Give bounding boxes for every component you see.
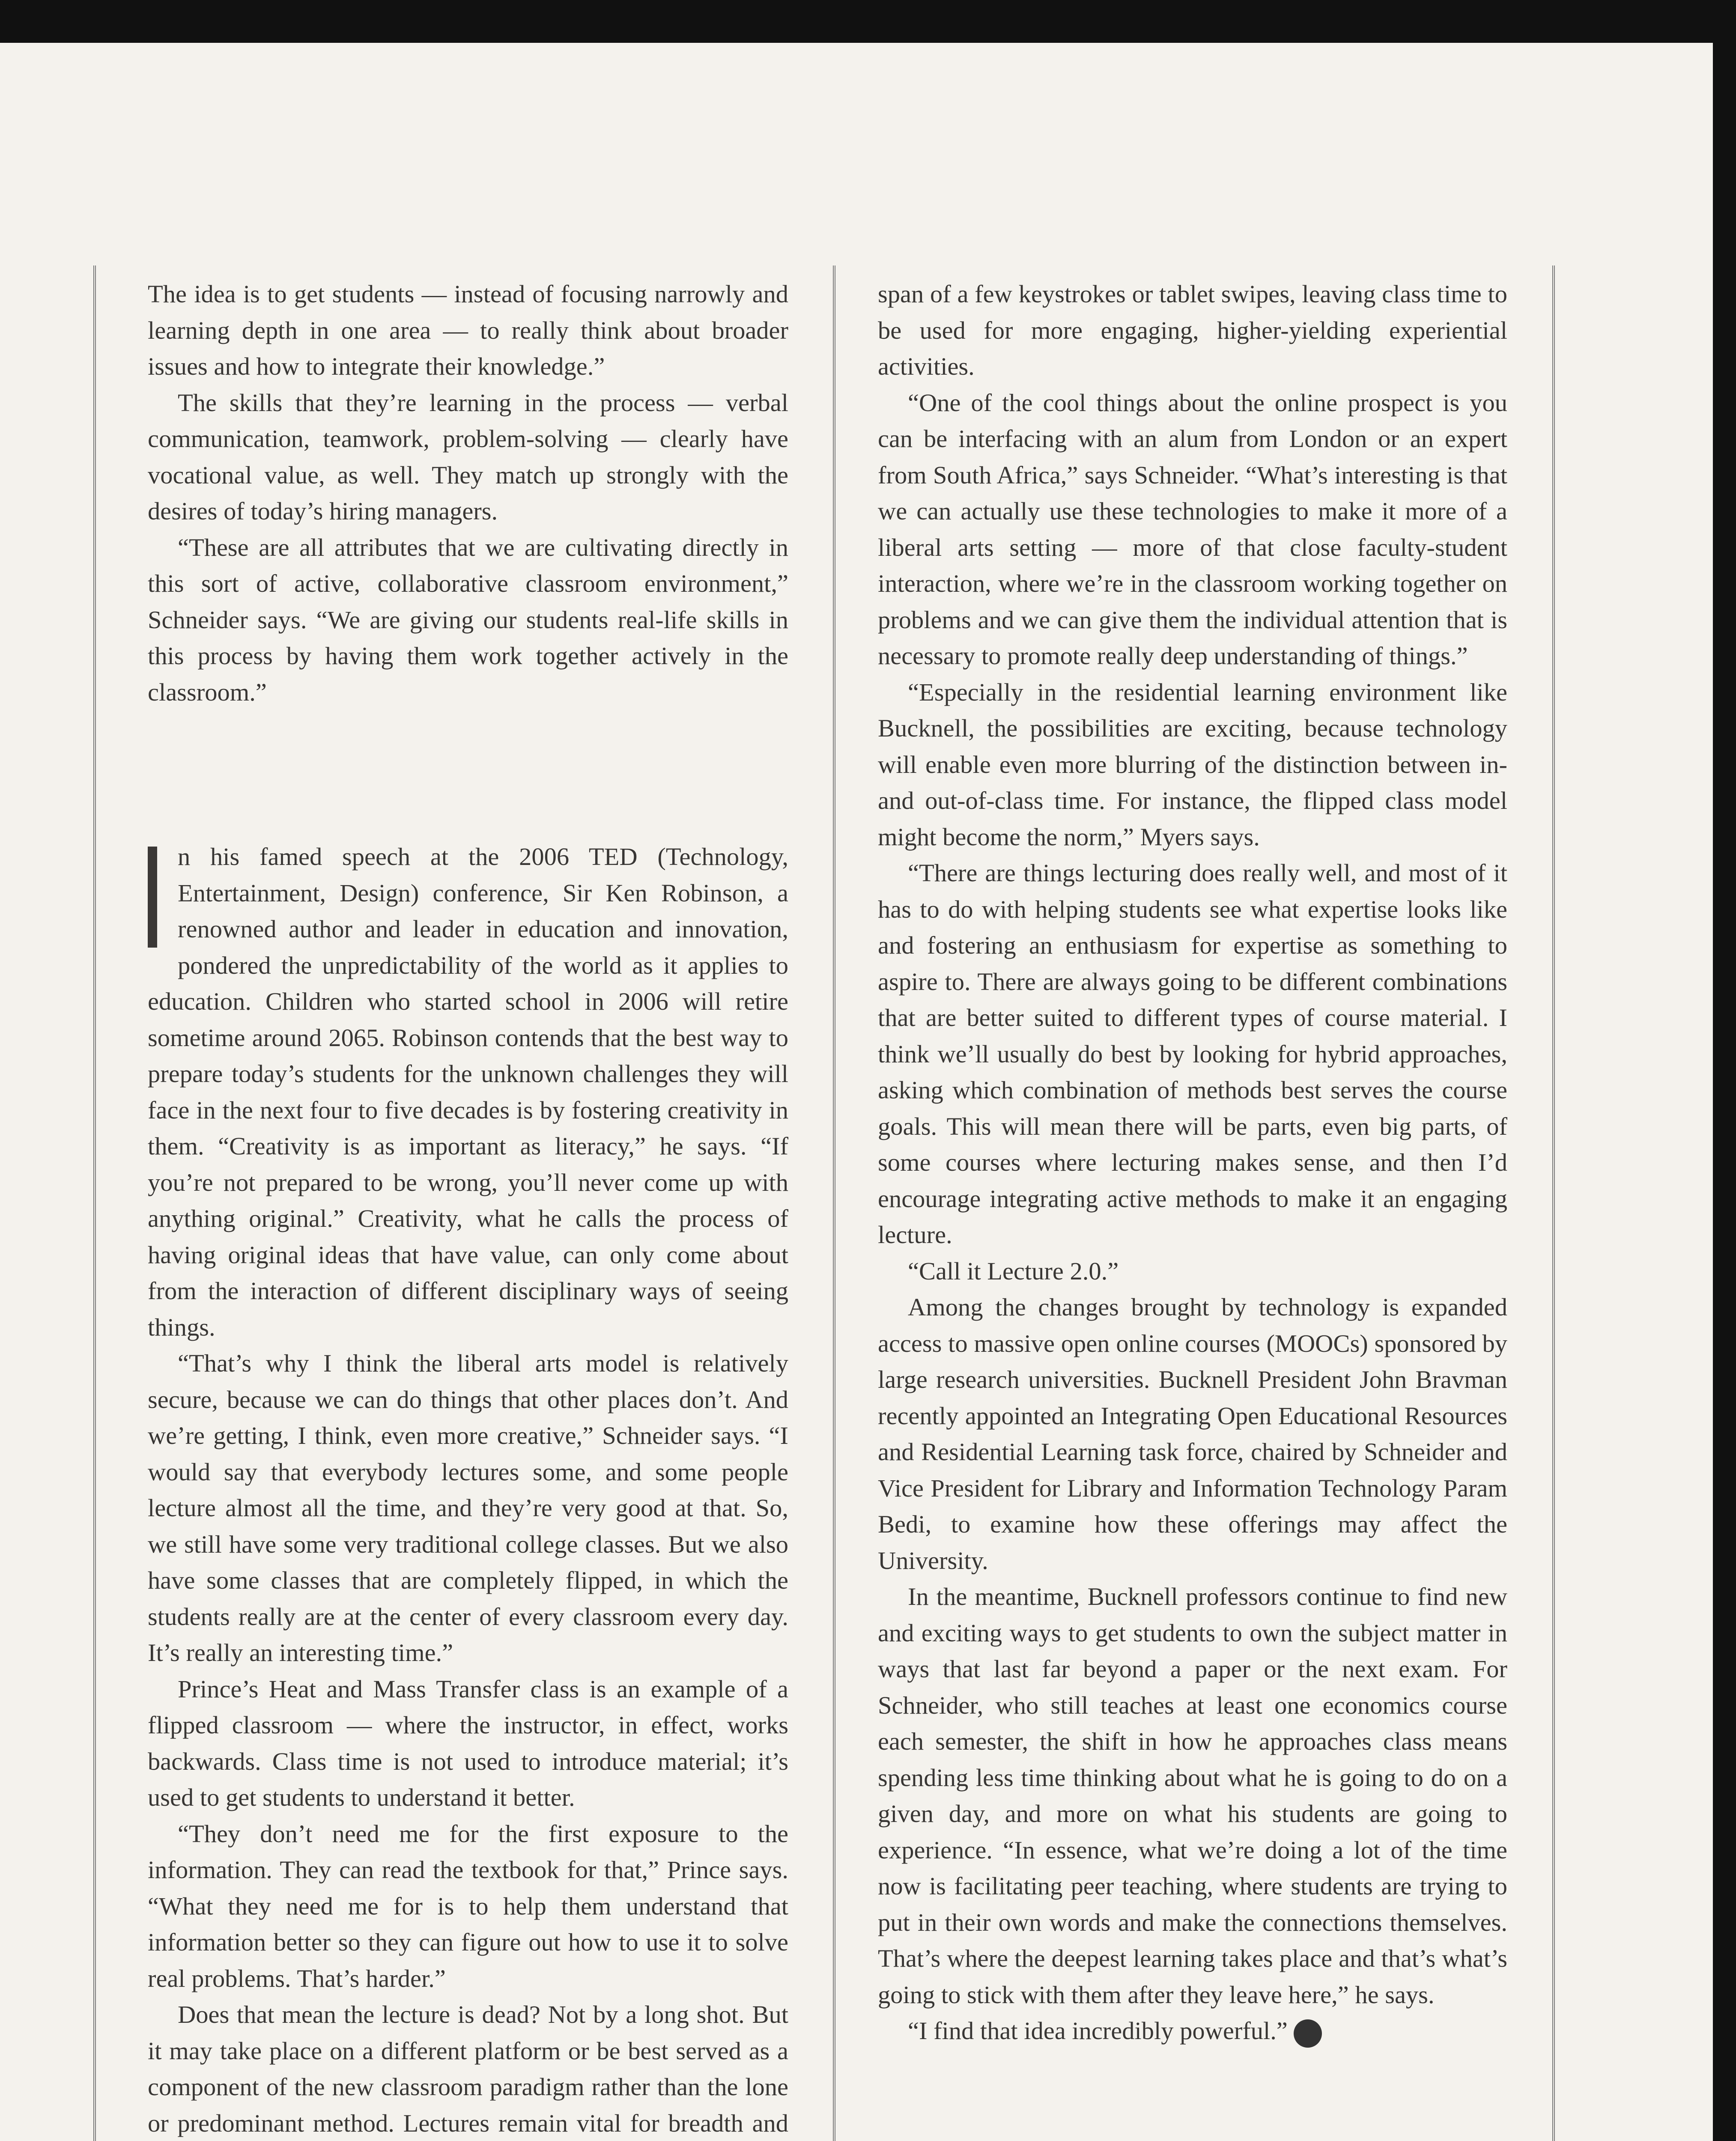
paragraph: Does that mean the lecture is dead? Not by a long shot. But it may take place on a different platform or be best served as a component of the new classroom paradigm rather than the lone or predominant method. Lectures remain vital for breadth and	[148, 2001, 788, 2137]
paragraph: “One of the cool things about the online prospect is you can be interfacing with an alum from London or an expert from South Africa,” says Schneider. “What’s interesting is that we can actually use these technologies to make it more of a liberal arts setting — more of that close faculty-student interaction, where we’re in the classroom working together on problems and we can give them the individual attention that is necessary to promote really deep understanding of things.”	[878, 388, 1507, 670]
drop-cap	[148, 847, 157, 948]
center-column-rule	[833, 265, 835, 2141]
paragraph: Prince’s Heat and Mass Transfer class is an example of a flipped classroom — where the instructor, in effect, works backwards. Class time is not used to introduce material; it’s used to get students to understand it better.	[148, 1675, 788, 1811]
paragraph: Among the changes brought by technology is expanded access to massive open online courses (MOOCs) sponsored by large research universities. Bucknell President John Bravman recently appointed an Integrating Open Educational Resources and Residential Learning task force, chaired by Schneider and Vice President for Library and Information Technology Param Bedi, to examine how these offerings may affect the University.	[878, 1293, 1507, 1574]
paragraph: The idea is to get students — instead of focusing narrowly and learning depth in one area — to really think about broader issues and how to integrate their knowledge.”	[148, 280, 788, 380]
paragraph: “There are things lecturing does really well, and most of it has to do with helping students see what expertise looks like and fostering an enthusiasm for expertise as something to aspire to. There are always going to be different combinations that are better suited to different types of course material. I think we’ll usually do best by looking for hybrid approaches, asking which combination of methods best serves the course goals. This will mean there will be parts, even big parts, of some courses where lecturing makes sense, and then I’d encourage integrating active methods to make it an engaging lecture.	[878, 859, 1507, 1249]
paragraph: “Especially in the residential learning environment like Bucknell, the possibilities are exciting, because technology will enable even more blurring of the distinction between in- and out-of-class time. For instance, the flipped class model might become the norm,” Myers says.	[878, 678, 1507, 851]
paragraph-text: “I find that idea incredibly powerful.”	[908, 2017, 1288, 2045]
paragraph-body: n his famed speech at the 2006 TED (Technology, Entertainment, Design) conference, Sir Ken Robinson, a renowned author and leader in education and innovation, pondered the unpredictability of the world as it applies to education. Children who started school in 2006 will retire sometime around 2065. Robinson contends that the best way to prepare today’s students for the unknown challenges they will face in the next four to five decades is by fostering creativity in them. “Creativity is as important as literacy,” he says. “If you’re not prepared to be wrong, you’ll never come up with anything original.” Creativity, what he calls the process of having original ideas that have value, can only come about from the interaction of different disciplinary ways of seeing things.	[148, 843, 788, 1341]
left-column	[148, 276, 788, 2141]
paragraph: In the meantime, Bucknell professors continue to find new and exciting ways to get students to own the subject matter in ways that last far beyond a paper or the next exam. For Schneider, who still teaches at least one economics course each semester, the shift in how he approaches class means spending less time thinking about what he is going to do on a given day, and more on what his students are going to experience. “In essence, what we’re doing a lot of the time now is facilitating peer teaching, where students are trying to put in their own words and make the connections themselves. That’s where the deepest learning takes place and that’s what’s going to stick with them after they leave here,” he says.	[878, 1583, 1507, 2009]
paragraph: “That’s why I think the liberal arts model is relatively secure, because we can do things that other places don’t. And we’re getting, I think, even more creative,” Schneider says. “I would say that everybody lectures some, and some people lecture almost all the time, and they’re very good at that. So, we still have some very traditional college classes. But we also have some classes that are completely flipped, in which the students really are at the center of every classroom every day. It’s really an interesting time.”	[148, 1349, 788, 1667]
bucknell-b-end-icon: B	[1294, 2019, 1322, 2048]
right-column	[878, 276, 1507, 2049]
paragraph: “They don’t need me for the first exposure to the information. They can read the textbook for that,” Prince says. “What they need me for is to help them understand that information better so they can figure out how to use it to solve real problems. That’s harder.”	[148, 1819, 788, 1992]
left-margin-rule	[93, 265, 96, 2141]
magazine-page	[0, 43, 1713, 2141]
drop-cap-paragraph	[148, 839, 788, 1345]
right-margin-rule	[1552, 265, 1555, 2141]
paragraph: span of a few keystrokes or tablet swipes, leaving class time to be used for more engaging, higher-yielding experiential activities.	[878, 280, 1507, 380]
paragraph: The skills that they’re learning in the process — verbal communication, teamwork, problem-solving — clearly have vocational value, as well. They match up strongly with the desires of today’s hiring managers.	[148, 388, 788, 525]
closing-paragraph	[878, 2013, 1507, 2049]
paragraph: “Call it Lecture 2.0.”	[908, 1257, 1119, 1285]
paragraph: “These are all attributes that we are cultivating directly in this sort of active, collaborative classroom environment,” Schneider says. “We are giving our students real-life skills in this process by having them work together actively in the classroom.”	[148, 533, 788, 706]
